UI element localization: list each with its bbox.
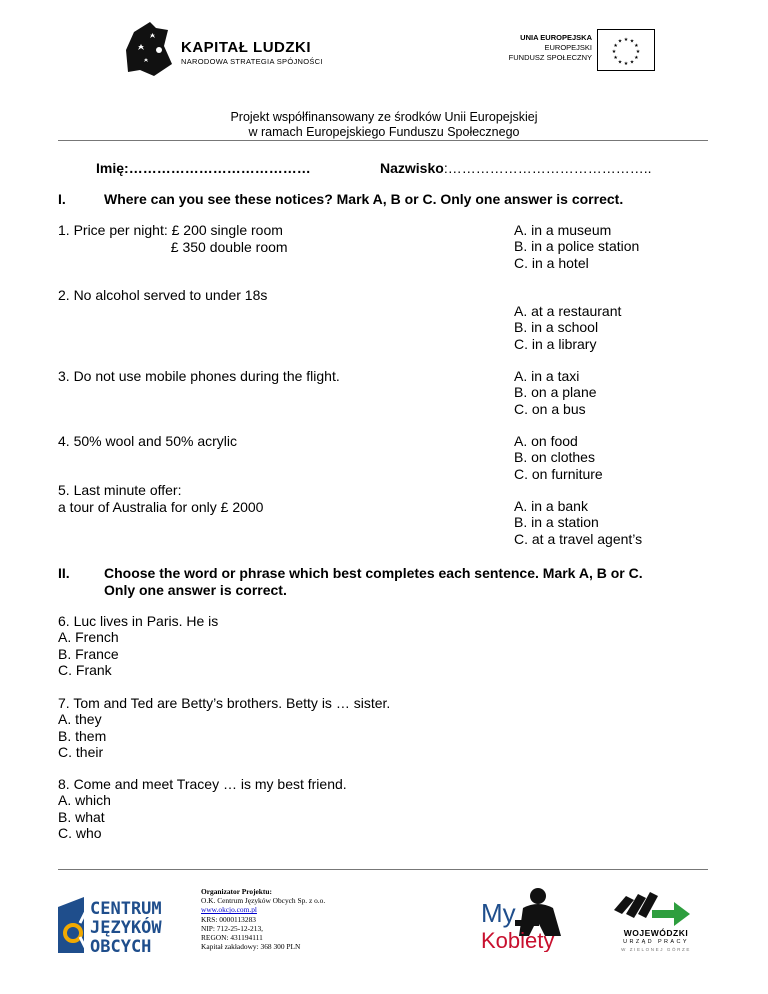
eu-text bbox=[509, 33, 592, 63]
question-8 bbox=[58, 776, 347, 841]
my-kobiety-logo-icon bbox=[479, 886, 565, 952]
cofunding-note bbox=[0, 110, 768, 140]
section1-instruction: Where can you see these notices? Mark A, B or C. Only one answer is correct. bbox=[104, 191, 624, 207]
first-name-label: Imię: bbox=[96, 160, 129, 176]
question-3-option-b[interactable]: B. on a plane bbox=[514, 384, 597, 401]
question-7-option-b[interactable]: B. them bbox=[58, 727, 107, 744]
question-1-option-c[interactable]: C. in a hotel bbox=[514, 254, 589, 271]
question-1-options bbox=[514, 222, 639, 271]
cofunding-line1: Projekt współfinansowany ze środków Unii Europejskiej bbox=[230, 110, 538, 124]
cjo-line2: JĘZYKÓW bbox=[90, 918, 162, 938]
eu-line1: UNIA EUROPEJSKA bbox=[520, 33, 592, 42]
last-name-dots: :…………………………………….. bbox=[443, 160, 652, 176]
question-1-text: 1. Price per night: £ 200 single room £ 350 double room bbox=[58, 222, 288, 255]
kapital-ludzki-logo-icon bbox=[124, 20, 174, 78]
question-3-text: 3. Do not use mobile phones during the flight. bbox=[58, 368, 340, 384]
question-5-option-a[interactable]: A. in a bank bbox=[514, 498, 588, 514]
section1-number: I. bbox=[58, 191, 66, 207]
question-3-option-c[interactable]: C. on a bus bbox=[514, 400, 586, 417]
organizer-website-link[interactable]: www.okcjo.com.pl bbox=[201, 905, 257, 915]
centrum-jezykow-obcych-logo-icon bbox=[58, 897, 192, 953]
eu-star-icon: ★ bbox=[613, 55, 618, 61]
question-5-options bbox=[514, 498, 642, 547]
eu-line3: FUNDUSZ SPOŁECZNY bbox=[508, 53, 592, 62]
question-8-option-b[interactable]: B. what bbox=[58, 808, 105, 825]
question-4-option-c[interactable]: C. on furniture bbox=[514, 465, 603, 482]
organizer-nip: NIP: 712-25-12-213, bbox=[201, 923, 263, 933]
eu-star-icon: ★ bbox=[634, 43, 639, 49]
section2-number: II. bbox=[58, 565, 70, 581]
eu-star-icon: ★ bbox=[623, 61, 629, 67]
question-4-option-b[interactable]: B. on clothes bbox=[514, 449, 595, 466]
question-2-option-b[interactable]: B. in a school bbox=[514, 319, 599, 336]
question-2-option-c[interactable]: C. in a library bbox=[514, 335, 597, 352]
question-4-option-a[interactable]: A. on food bbox=[514, 433, 578, 449]
header-divider bbox=[58, 140, 708, 141]
kapital-ludzki-subtitle: NARODOWA STRATEGIA SPÓJNOŚCI bbox=[181, 57, 323, 66]
my-kobiety-line2: Kobiety bbox=[481, 928, 555, 952]
eu-star-icon: ★ bbox=[611, 49, 617, 55]
question-6-text: 6. Luc lives in Paris. He is bbox=[58, 613, 219, 629]
woj-line3: W ZIELONEJ GÓRZE bbox=[621, 947, 691, 952]
eu-star-icon: ★ bbox=[629, 59, 635, 66]
question-5-option-b[interactable]: B. in a station bbox=[514, 514, 599, 531]
organizer-name: O.K. Centrum Języków Obcych Sp. z o.o. bbox=[201, 896, 326, 906]
question-8-text: 8. Come and meet Tracey … is my best friend. bbox=[58, 776, 347, 792]
question-6 bbox=[58, 613, 218, 678]
question-3-option-a[interactable]: A. in a taxi bbox=[514, 368, 580, 384]
organizer-capital: Kapitał zakładowy: 368 300 PLN bbox=[201, 942, 301, 952]
organizer-title: Organizator Projektu: bbox=[201, 887, 272, 896]
organizer-krs: KRS: 0000113283 bbox=[201, 914, 256, 924]
kapital-ludzki-title: KAPITAŁ LUDZKI bbox=[181, 39, 312, 56]
section2-instruction-line1: Choose the word or phrase which best completes each sentence. Mark A, B or C. bbox=[104, 565, 643, 581]
cjo-line3: OBCYCH bbox=[90, 937, 152, 953]
eu-line2: EUROPEJSKI bbox=[544, 43, 592, 52]
question-1-option-b[interactable]: B. in a police station bbox=[514, 238, 640, 255]
question-6-option-c[interactable]: C. Frank bbox=[58, 661, 112, 678]
organizer-regon: REGON: 431194111 bbox=[201, 933, 263, 943]
cofunding-line2: w ramach Europejskiego Funduszu Społecznego bbox=[248, 125, 520, 139]
question-2-text: 2. No alcohol served to under 18s bbox=[58, 287, 268, 303]
question-4-options bbox=[514, 433, 603, 482]
eu-star-icon: ★ bbox=[635, 49, 641, 55]
question-5-option-c[interactable]: C. at a travel agent’s bbox=[514, 530, 643, 547]
woj-line1: WOJEWÓDZKI bbox=[623, 928, 689, 938]
question-7 bbox=[58, 695, 390, 760]
eu-star-icon: ★ bbox=[613, 43, 618, 49]
question-1-option-a[interactable]: A. in a museum bbox=[514, 222, 612, 238]
wojewodzki-urzad-pracy-text bbox=[596, 928, 716, 952]
eu-star-icon: ★ bbox=[617, 59, 623, 66]
section2-instruction bbox=[104, 565, 714, 599]
question-6-option-a[interactable]: A. French bbox=[58, 629, 119, 646]
eu-star-icon: ★ bbox=[623, 37, 629, 43]
first-name-dots: ………………………………… bbox=[128, 160, 311, 176]
eu-star-icon: ★ bbox=[617, 38, 623, 45]
woj-line2: URZĄD PRACY bbox=[623, 939, 689, 945]
question-2-options bbox=[514, 303, 621, 352]
first-name-field[interactable] bbox=[96, 160, 311, 176]
question-7-option-a[interactable]: A. they bbox=[58, 711, 102, 728]
question-2-option-a[interactable]: A. at a restaurant bbox=[514, 303, 622, 319]
eu-flag-icon bbox=[597, 29, 655, 71]
organizer-info bbox=[201, 887, 325, 951]
eu-star-icon: ★ bbox=[634, 55, 639, 61]
question-5-text: 5. Last minute offer: a tour of Australia for only £ 2000 bbox=[58, 482, 264, 515]
footer-divider bbox=[58, 869, 708, 870]
last-name-field[interactable] bbox=[380, 160, 651, 176]
my-kobiety-line1: My bbox=[481, 898, 516, 928]
question-3-options bbox=[514, 368, 597, 417]
section2-instruction-line2: Only one answer is correct. bbox=[104, 582, 287, 598]
question-6-option-b[interactable]: B. France bbox=[58, 645, 119, 662]
last-name-label: Nazwisko bbox=[380, 160, 444, 176]
question-8-option-a[interactable]: A. which bbox=[58, 792, 111, 809]
eu-star-icon: ★ bbox=[629, 38, 635, 45]
question-7-option-c[interactable]: C. their bbox=[58, 743, 104, 760]
wojewodzki-urzad-pracy-logo-icon bbox=[612, 886, 696, 934]
cjo-line1: CENTRUM bbox=[90, 899, 162, 919]
question-7-text: 7. Tom and Ted are Betty’s brothers. Betty is … sister. bbox=[58, 695, 391, 711]
question-8-option-c[interactable]: C. who bbox=[58, 824, 102, 841]
question-4-text: 4. 50% wool and 50% acrylic bbox=[58, 433, 237, 449]
